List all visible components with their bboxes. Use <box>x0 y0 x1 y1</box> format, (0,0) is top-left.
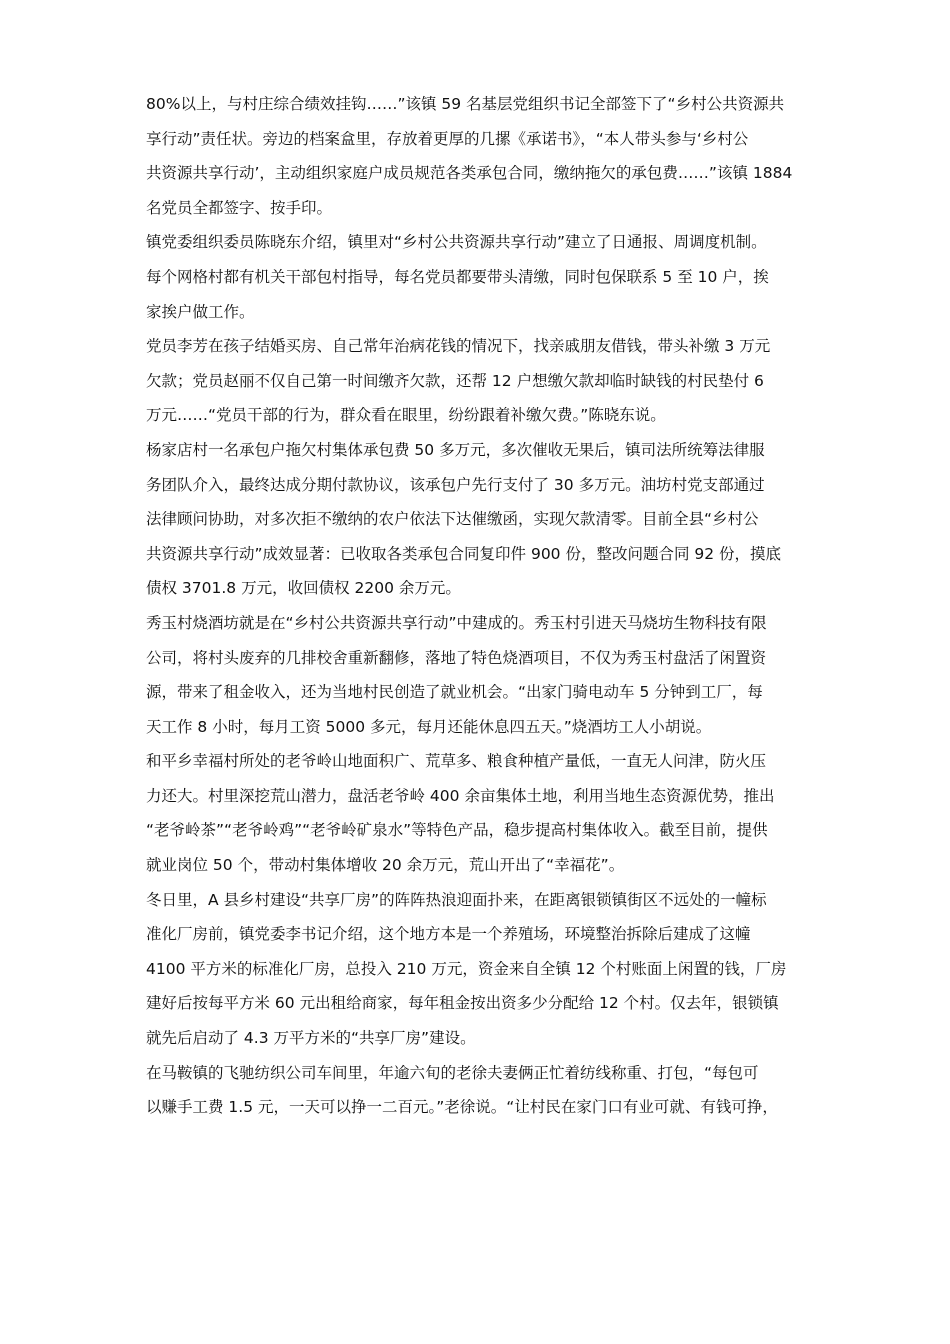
text-line: 镇党委组织委员陈晓东介绍，镇里对“乡村公共资源共享行动”建立了日通报、周调度机制。 <box>146 233 767 252</box>
text-line: 准化厂房前，镇党委李书记介绍，这个地方本是一个养殖场，环境整治拆除后建成了这幢 <box>146 925 751 944</box>
text-line: 法律顾问协助，对多次拒不缴纳的农户依法下达催缴函，实现欠款清零。目前全县“乡村公 <box>146 510 759 529</box>
text-line: 在马鞍镇的飞驰纺织公司车间里，年逾六旬的老徐夫妻俩正忙着纺线称重、打包，“每包可 <box>146 1063 759 1082</box>
text-line: 冬日里，A 县乡村建设“共享厂房”的阵阵热浪迎面扑来，在距离银锁镇街区不远处的一幢标 <box>146 890 767 909</box>
text-line: 名党员全都签字、按手印。 <box>146 198 333 217</box>
text-line: “老爷岭茶”“老爷岭鸡”“老爷岭矿泉水”等特色产品，稳步提高村集体收入。截至目前，提供 <box>146 821 768 840</box>
text-line: 每个网格村都有机关干部包村指导，每名党员都要带头清缴，同时包保联系 5 至 10 户，挨 <box>146 267 769 286</box>
text-line: 党员李芳在孩子结婚买房、自己常年治病花钱的情况下，找亲戚朋友借钱，带头补缴 3 万元 <box>146 337 771 356</box>
text-line: 欠款；党员赵丽不仅自己第一时间缴齐欠款，还帮 12 户想缴欠款却临时缺钱的村民垫付 6 <box>146 371 764 390</box>
text-line: 秀玉村烧酒坊就是在“乡村公共资源共享行动”中建成的。秀玉村引进天马烧坊生物科技有限 <box>146 613 767 632</box>
text-line: 务团队介入，最终达成分期付款协议，该承包户先行支付了 30 多万元。油坊村党支部通过 <box>146 475 765 494</box>
text-line: 力还大。村里深挖荒山潜力，盘活老爷岭 400 余亩集体土地，利用当地生态资源优势，推出 <box>146 786 775 805</box>
text-line: 和平乡幸福村所处的老爷岭山地面积广、荒草多、粮食种植产量低，一直无人问津，防火压 <box>146 752 767 771</box>
text-line: 共资源共享行动”成效显著：已收取各类承包合同复印件 900 份，整改问题合同 92 份，摸底 <box>146 544 782 563</box>
text-line: 就业岗位 50 个，带动村集体增收 20 余万元，荒山开出了“幸福花”。 <box>146 856 625 875</box>
text-line: 源，带来了租金收入，还为当地村民创造了就业机会。“出家门骑电动车 5 分钟到工厂，每 <box>146 683 763 702</box>
text-line: 80%以上，与村庄综合绩效挂钩……”该镇 59 名基层党组织书记全部签下了“乡村公共资源共 <box>146 95 785 113</box>
text-line: 共资源共享行动’，主动组织家庭户成员规范各类承包合同，缴纳拖欠的承包费……”该镇 1884 <box>146 164 793 183</box>
text-line: 债权 3701.8 万元，收回债权 2200 余万元。 <box>146 579 461 598</box>
article-body <box>146 87 876 1125</box>
text-line: 家挨户做工作。 <box>146 302 255 321</box>
text-line: 公司，将村头废弃的几排校舍重新翻修，落地了特色烧酒项目，不仅为秀玉村盘活了闲置资 <box>146 648 767 667</box>
text-line: 万元……“党员干部的行为，群众看在眼里，纷纷跟着补缴欠费。”陈晓东说。 <box>146 406 666 425</box>
text-line: 建好后按每平方米 60 元出租给商家，每年租金按出资多少分配给 12 个村。仅去年，银锁镇 <box>146 994 779 1013</box>
text-line: 以赚手工费 1.5 元，一天可以挣一二百元。”老徐说。“让村民在家门口有业可就、有钱可挣， <box>146 1098 778 1117</box>
text-line: 天工作 8 小时，每月工资 5000 多元，每月还能休息四五天。”烧酒坊工人小胡说。 <box>146 717 712 736</box>
text-line: 享行动”责任状。旁边的档案盒里，存放着更厚的几摞《承诺书》，“本人带头参与‘乡村公 <box>146 129 749 148</box>
text-line: 杨家店村一名承包户拖欠村集体承包费 50 多万元，多次催收无果后，镇司法所统筹法律服 <box>146 440 765 459</box>
text-line: 4100 平方米的标准化厂房，总投入 210 万元，资金来自全镇 12 个村账面上闲置的钱，厂房 <box>146 959 787 978</box>
text-line: 就先后启动了 4.3 万平方米的“共享厂房”建设。 <box>146 1029 476 1048</box>
